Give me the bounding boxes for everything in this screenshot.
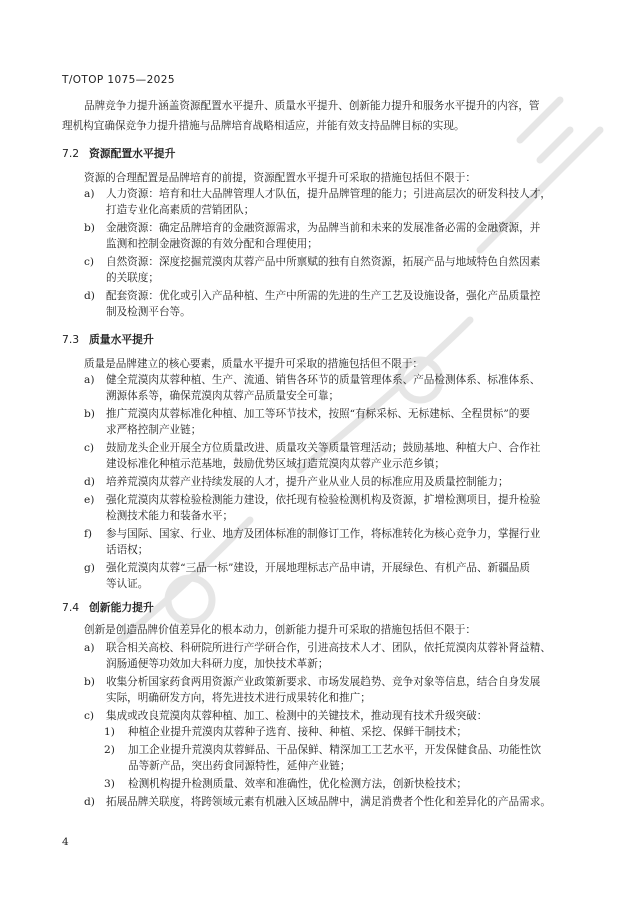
list-item-line: 金融资源：确定品牌培育的金融资源需求，为品牌当前和未来的发展准备必需的金融资源，并 [106,222,541,234]
list-label: b) [84,408,95,420]
list-label: c) [84,442,95,454]
list-label: a) [84,188,95,200]
sublist-label: 1) [104,726,115,738]
list-label: f) [84,528,93,540]
sublist-item-line: 加工企业提升荒漠肉苁蓉鲜品、干品保鲜、精深加工工艺水平，开发保健食品、功能性饮 [128,744,542,756]
list-item-line: 参与国际、国家、行业、地方及团体标准的制修订工作，将标准转化为核心竞争力，掌握行业 [106,528,541,540]
page-number: 4 [62,836,69,848]
list-label: b) [84,222,95,234]
list-item-line: 配套资源：优化或引入产品种植、生产中所需的先进的生产工艺及设施设备，强化产品质量控 [106,290,541,302]
sublist-label: 3) [104,778,115,790]
section-intro: 质量是品牌建立的核心要素，质量水平提升可采取的措施包括但不限于： [84,358,423,370]
list-item-line: 监测和控制金融资源的有效分配和合理使用； [106,238,318,250]
list-label: e) [84,494,95,506]
list-item-line: 拓展品牌关联度，将跨领域元素有机融入区域品牌中，满足消费者个性化和差异化的产品需求。 [106,796,551,808]
list-item-line: 检测技术能力和装备水平； [106,510,234,522]
list-item-line: 建设标准化种植示范基地，鼓励优势区域打造荒漠肉苁蓉产业示范乡镇； [106,458,445,470]
list-item-line: 强化荒漠肉苁蓉“三品一标”建设，开展地理标志产品申请，开展绿色、有机产品、新疆品质 [106,562,530,574]
section-number: 7.3 [62,333,80,346]
list-item-line: 等认证。 [106,578,149,590]
section-intro: 创新是创造品牌价值差异化的根本动力，创新能力提升可采取的措施包括但不限于： [84,624,476,636]
list-item-line: 制及检测平台等。 [106,306,191,318]
list-label: b) [84,676,95,688]
section-title: 资源配置水平提升 [89,147,176,160]
list-item-line: 实际，明确研发方向，将先进技术进行成果转化和推广； [106,692,371,704]
list-label: d) [84,476,95,488]
sublist-label: 2) [104,744,115,756]
list-item-line: 人力资源：培育和壮大品牌管理人才队伍，提升品牌管理的能力；引进高层次的研发科技人才， [106,188,551,200]
list-item-line: 溯源体系等，确保荒漠肉苁蓉产品质量安全可靠； [106,390,340,402]
list-label: g) [84,562,95,574]
list-item-line: 联合相关高校、科研院所进行产学研合作，引进高技术人才、团队，依托荒漠肉苁蓉补肾益精、 [106,642,551,654]
sublist-item-line: 检测机构提升检测质量、效率和准确性，优化检测方法，创新快检技术； [128,778,467,790]
section-number: 7.4 [62,601,80,614]
list-item-line: 润肠通便等功效加大科研力度，加快技术革新； [106,658,329,670]
list-item-line: 自然资源：深度挖掘荒漠肉苁蓉产品中所禀赋的独有自然资源，拓展产品与地域特色自然因素 [106,256,541,268]
list-item-line: 的关联度； [106,272,159,284]
section-number: 7.2 [62,147,80,160]
list-item-line: 集成或改良荒漠肉苁蓉种植、加工、检测中的关键技术，推动现有技术升级突破： [106,710,488,722]
sublist-item-line: 种植企业提升荒漠肉苁蓉种子选育、接种、种植、采挖、保鲜干制技术； [128,726,467,738]
list-item-line: 强化荒漠肉苁蓉检验检测能力建设，依托现有检验检测机构及资源，扩增检测项目，提升检验 [106,494,541,506]
list-item-line: 求严格控制产业链； [106,424,202,436]
list-item-line: 收集分析国家药食两用资源产业政策新要求、市场发展趋势、竞争对象等信息，结合自身发展 [106,676,541,688]
list-item-line: 健全荒漠肉苁蓉种植、生产、流通、销售各环节的质量管理体系、产品检测体系、标准体系、 [106,374,541,386]
document-id: T/OTOP 1075—2025 [62,74,175,86]
list-item-line: 鼓励龙头企业开展全方位质量改进、质量攻关等质量管理活动；鼓励基地、种植大户、合作社 [106,442,541,454]
list-item-line: 推广荒漠肉苁蓉标准化种植、加工等环节技术，按照“有标采标、无标建标、全程贯标”的要 [106,408,530,420]
list-item-line: 培养荒漠肉苁蓉产业持续发展的人才，提升产业从业人员的标准应用及质量控制能力； [106,476,509,488]
list-item-line: 话语权； [106,544,149,556]
intro-line: 理机构宜确保竞争力提升措施与品牌培育战略相适应，并能有效支持品牌目标的实现。 [62,120,465,132]
list-label: c) [84,710,95,722]
list-label: d) [84,290,95,302]
list-label: a) [84,374,95,386]
list-label: c) [84,256,95,268]
section-title: 质量水平提升 [89,333,154,346]
section-intro: 资源的合理配置是品牌培育的前提，资源配置水平提升可采取的措施包括但不限于： [84,172,476,184]
list-label: d) [84,796,95,808]
sublist-item-line: 品等新产品，突出药食同源特性，延伸产业链； [128,760,351,772]
section-heading-7-2 [62,146,175,161]
section-heading-7-3 [62,332,154,347]
section-heading-7-4 [62,600,154,615]
intro-line: 品牌竞争力提升涵盖资源配置水平提升、质量水平提升、创新能力提升和服务水平提升的内容，管 [84,100,540,112]
list-item-line: 打造专业化高素质的营销团队； [106,204,255,216]
list-label: a) [84,642,95,654]
section-title: 创新能力提升 [89,601,154,614]
